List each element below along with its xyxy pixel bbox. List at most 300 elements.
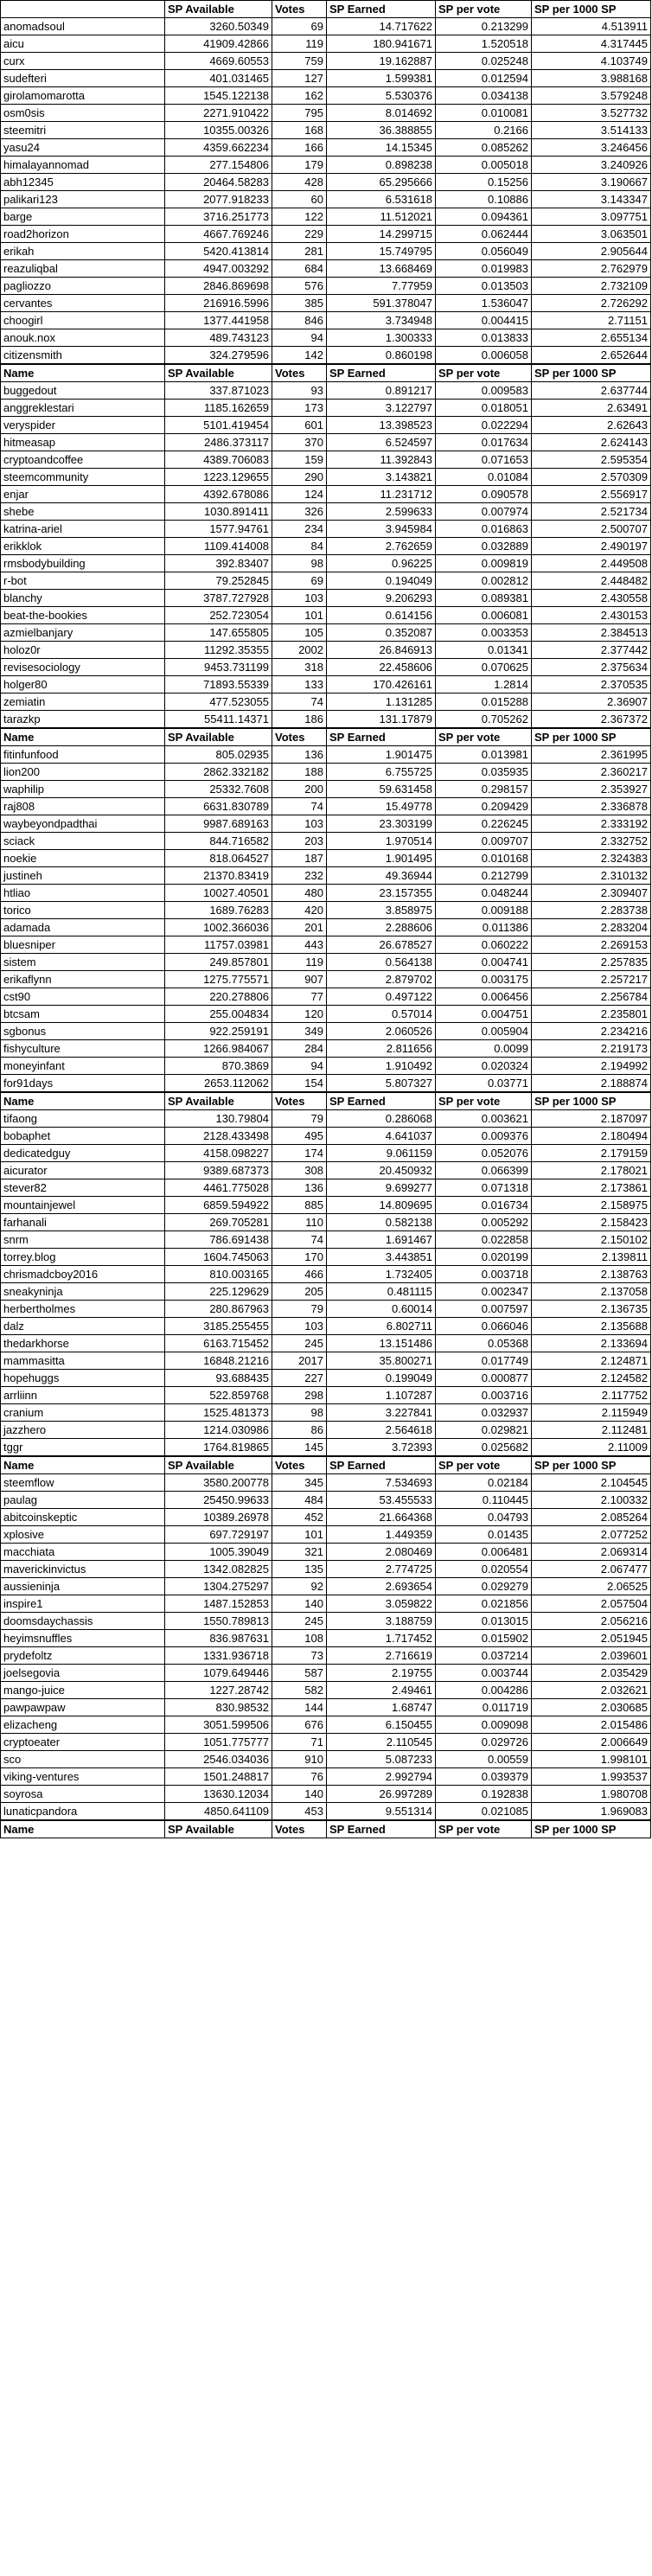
- table-row: [1, 624, 651, 642]
- sp-per-vote-cell: 0.025248: [436, 53, 532, 70]
- sp-earned-cell: 2.716619: [327, 1647, 436, 1665]
- sp-per-1000-cell: 3.988168: [532, 70, 651, 87]
- name-cell: fishyculture: [1, 1040, 165, 1058]
- sp-per-1000-cell: 2.370535: [532, 676, 651, 694]
- table-row: [1, 382, 651, 400]
- sp-earned-cell: 1.691467: [327, 1231, 436, 1249]
- name-cell: joelsegovia: [1, 1665, 165, 1682]
- sp-per-vote-cell: 0.039379: [436, 1768, 532, 1786]
- sp-earned-cell: 13.668469: [327, 260, 436, 278]
- sp-available-cell: 1550.789813: [165, 1613, 272, 1630]
- votes-cell: 290: [272, 469, 327, 486]
- votes-cell: 576: [272, 278, 327, 295]
- sp-per-1000-cell: 2.624143: [532, 434, 651, 451]
- sp-per-1000-cell: 2.500707: [532, 521, 651, 538]
- header-row: [1, 728, 651, 746]
- header-sp-earned: SP Earned: [327, 1820, 436, 1838]
- sp-per-1000-cell: 2.173861: [532, 1179, 651, 1197]
- sp-per-vote-cell: 0.003621: [436, 1110, 532, 1128]
- header-name: [1, 1, 165, 18]
- sp-available-cell: 280.867963: [165, 1301, 272, 1318]
- name-cell: torico: [1, 902, 165, 919]
- table-row: [1, 867, 651, 885]
- sp-earned-cell: 1.68747: [327, 1699, 436, 1716]
- sp-available-cell: 79.252845: [165, 572, 272, 590]
- sp-earned-cell: 0.898238: [327, 157, 436, 174]
- votes-cell: 103: [272, 815, 327, 833]
- sp-per-vote-cell: 0.071653: [436, 451, 532, 469]
- sp-available-cell: 805.02935: [165, 746, 272, 764]
- sp-per-1000-cell: 2.361995: [532, 746, 651, 764]
- sp-available-cell: 4461.775028: [165, 1179, 272, 1197]
- sp-per-1000-cell: 2.732109: [532, 278, 651, 295]
- sp-earned-cell: 14.15345: [327, 139, 436, 157]
- votes-cell: 495: [272, 1128, 327, 1145]
- sp-available-cell: 255.004834: [165, 1006, 272, 1023]
- votes-cell: 846: [272, 312, 327, 329]
- name-cell: sgbonus: [1, 1023, 165, 1040]
- name-cell: road2horizon: [1, 226, 165, 243]
- name-cell: mountainjewel: [1, 1197, 165, 1214]
- sp-per-1000-cell: 2.06525: [532, 1578, 651, 1595]
- sp-per-1000-cell: 2.310132: [532, 867, 651, 885]
- votes-cell: 166: [272, 139, 327, 157]
- sp-per-1000-cell: 2.139811: [532, 1249, 651, 1266]
- sp-per-1000-cell: 2.324383: [532, 850, 651, 867]
- header-sp-per-1000: SP per 1000 SP: [532, 364, 651, 382]
- sp-per-vote-cell: 0.009819: [436, 555, 532, 572]
- votes-cell: 232: [272, 867, 327, 885]
- sp-per-1000-cell: 2.035429: [532, 1665, 651, 1682]
- table-row: [1, 1318, 651, 1335]
- header-sp-per-1000: SP per 1000 SP: [532, 1092, 651, 1110]
- sp-per-1000-cell: 2.490197: [532, 538, 651, 555]
- table-row: [1, 590, 651, 607]
- header-row: [1, 1820, 651, 1838]
- name-cell: chrismadcboy2016: [1, 1266, 165, 1283]
- votes-cell: 601: [272, 417, 327, 434]
- sp-per-1000-cell: 2.180494: [532, 1128, 651, 1145]
- sp-per-1000-cell: 2.257835: [532, 954, 651, 971]
- sp-available-cell: 1342.082825: [165, 1561, 272, 1578]
- name-cell: anomadsoul: [1, 18, 165, 35]
- sp-per-vote-cell: 0.029821: [436, 1422, 532, 1439]
- header-sp-per-1000: SP per 1000 SP: [532, 1820, 651, 1838]
- sp-per-vote-cell: 0.213299: [436, 18, 532, 35]
- votes-cell: 105: [272, 624, 327, 642]
- sp-per-vote-cell: 0.005292: [436, 1214, 532, 1231]
- sp-per-vote-cell: 0.021856: [436, 1595, 532, 1613]
- sp-per-vote-cell: 0.0099: [436, 1040, 532, 1058]
- name-cell: for91days: [1, 1075, 165, 1093]
- name-cell: prydefoltz: [1, 1647, 165, 1665]
- sp-available-cell: 130.79804: [165, 1110, 272, 1128]
- name-cell: curx: [1, 53, 165, 70]
- name-cell: tarazkp: [1, 711, 165, 729]
- sp-per-1000-cell: 2.124582: [532, 1370, 651, 1387]
- name-cell: erikaflynn: [1, 971, 165, 988]
- table-row: [1, 347, 651, 365]
- sp-per-1000-cell: 2.430558: [532, 590, 651, 607]
- sp-per-vote-cell: 0.01435: [436, 1526, 532, 1544]
- votes-cell: 428: [272, 174, 327, 191]
- sp-per-1000-cell: 2.137058: [532, 1283, 651, 1301]
- sp-per-vote-cell: 0.009098: [436, 1716, 532, 1734]
- sp-per-1000-cell: 2.375634: [532, 659, 651, 676]
- sp-per-1000-cell: 2.117752: [532, 1387, 651, 1404]
- sp-available-cell: 10389.26978: [165, 1509, 272, 1526]
- votes-cell: 119: [272, 954, 327, 971]
- sp-per-1000-cell: 3.190667: [532, 174, 651, 191]
- sp-per-1000-cell: 2.158423: [532, 1214, 651, 1231]
- votes-cell: 136: [272, 746, 327, 764]
- name-cell: noekie: [1, 850, 165, 867]
- sp-per-vote-cell: 0.007974: [436, 503, 532, 521]
- votes-cell: 79: [272, 1110, 327, 1128]
- sp-per-vote-cell: 0.022858: [436, 1231, 532, 1249]
- sp-per-1000-cell: 2.069314: [532, 1544, 651, 1561]
- sp-per-1000-cell: 2.336878: [532, 798, 651, 815]
- votes-cell: 119: [272, 35, 327, 53]
- sp-earned-cell: 1.910492: [327, 1058, 436, 1075]
- sp-per-vote-cell: 0.020324: [436, 1058, 532, 1075]
- table-row: [1, 1110, 651, 1128]
- sp-available-cell: 9453.731199: [165, 659, 272, 676]
- sp-available-cell: 4359.662234: [165, 139, 272, 157]
- table-row: [1, 1734, 651, 1751]
- sp-available-cell: 2128.433498: [165, 1128, 272, 1145]
- name-cell: himalayannomad: [1, 157, 165, 174]
- table-body: [1, 1, 651, 1838]
- header-sp-per-1000: SP per 1000 SP: [532, 1456, 651, 1474]
- sp-per-vote-cell: 0.2166: [436, 122, 532, 139]
- sp-per-1000-cell: 2.62643: [532, 417, 651, 434]
- sp-available-cell: 3260.50349: [165, 18, 272, 35]
- votes-cell: 94: [272, 329, 327, 347]
- sp-per-vote-cell: 0.004415: [436, 312, 532, 329]
- sp-per-vote-cell: 0.021085: [436, 1803, 532, 1821]
- sp-per-vote-cell: 0.004741: [436, 954, 532, 971]
- sp-per-vote-cell: 0.004751: [436, 1006, 532, 1023]
- sp-earned-cell: 591.378047: [327, 295, 436, 312]
- name-cell: choogirl: [1, 312, 165, 329]
- sp-per-vote-cell: 0.032937: [436, 1404, 532, 1422]
- sp-per-1000-cell: 2.115949: [532, 1404, 651, 1422]
- sp-earned-cell: 170.426161: [327, 676, 436, 694]
- sp-available-cell: 2862.332182: [165, 764, 272, 781]
- sp-available-cell: 6631.830789: [165, 798, 272, 815]
- sp-available-cell: 401.031465: [165, 70, 272, 87]
- sp-per-1000-cell: 2.269153: [532, 936, 651, 954]
- name-cell: enjar: [1, 486, 165, 503]
- sp-available-cell: 818.064527: [165, 850, 272, 867]
- name-cell: elizacheng: [1, 1716, 165, 1734]
- table-row: [1, 1145, 651, 1162]
- sp-per-1000-cell: 2.138763: [532, 1266, 651, 1283]
- sp-earned-cell: 14.299715: [327, 226, 436, 243]
- sp-earned-cell: 4.641037: [327, 1128, 436, 1145]
- table-row: [1, 902, 651, 919]
- sp-per-vote-cell: 0.013981: [436, 746, 532, 764]
- sp-per-vote-cell: 0.002347: [436, 1283, 532, 1301]
- table-row: [1, 919, 651, 936]
- votes-cell: 349: [272, 1023, 327, 1040]
- sp-earned-cell: 0.564138: [327, 954, 436, 971]
- name-cell: viking-ventures: [1, 1768, 165, 1786]
- sp-per-1000-cell: 2.11009: [532, 1439, 651, 1457]
- name-cell: aicu: [1, 35, 165, 53]
- table-row: [1, 850, 651, 867]
- sp-earned-cell: 0.860198: [327, 347, 436, 365]
- name-cell: sco: [1, 1751, 165, 1768]
- sp-earned-cell: 1.901475: [327, 746, 436, 764]
- votes-cell: 127: [272, 70, 327, 87]
- sp-earned-cell: 6.755725: [327, 764, 436, 781]
- sp-per-vote-cell: 0.01084: [436, 469, 532, 486]
- sp-per-1000-cell: 2.100332: [532, 1492, 651, 1509]
- votes-cell: 370: [272, 434, 327, 451]
- sp-available-cell: 844.716582: [165, 833, 272, 850]
- name-cell: mango-juice: [1, 1682, 165, 1699]
- sp-available-cell: 13630.12034: [165, 1786, 272, 1803]
- sp-per-1000-cell: 2.015486: [532, 1716, 651, 1734]
- header-sp-available: SP Available: [165, 728, 272, 746]
- sp-available-cell: 1005.39049: [165, 1544, 272, 1561]
- sp-available-cell: 870.3869: [165, 1058, 272, 1075]
- sp-per-1000-cell: 2.158975: [532, 1197, 651, 1214]
- sp-earned-cell: 15.49778: [327, 798, 436, 815]
- sp-per-vote-cell: 0.010081: [436, 105, 532, 122]
- sp-per-vote-cell: 0.070625: [436, 659, 532, 676]
- votes-cell: 200: [272, 781, 327, 798]
- header-sp-per-vote: SP per vote: [436, 1092, 532, 1110]
- sp-earned-cell: 1.717452: [327, 1630, 436, 1647]
- sp-per-1000-cell: 3.143347: [532, 191, 651, 208]
- name-cell: hopehuggs: [1, 1370, 165, 1387]
- table-row: [1, 1370, 651, 1387]
- sp-per-vote-cell: 0.192838: [436, 1786, 532, 1803]
- sp-per-1000-cell: 2.135688: [532, 1318, 651, 1335]
- table-row: [1, 312, 651, 329]
- sp-per-1000-cell: 2.333192: [532, 815, 651, 833]
- votes-cell: 188: [272, 764, 327, 781]
- sp-per-1000-cell: 1.998101: [532, 1751, 651, 1768]
- name-cell: heyimsnuffles: [1, 1630, 165, 1647]
- sp-earned-cell: 8.014692: [327, 105, 436, 122]
- sp-per-1000-cell: 2.448482: [532, 572, 651, 590]
- sp-per-vote-cell: 0.012594: [436, 70, 532, 87]
- sp-per-vote-cell: 0.007597: [436, 1301, 532, 1318]
- table-row: [1, 555, 651, 572]
- header-sp-earned: SP Earned: [327, 364, 436, 382]
- table-row: [1, 1751, 651, 1768]
- votes-cell: 174: [272, 1145, 327, 1162]
- header-votes: Votes: [272, 1820, 327, 1838]
- votes-cell: 140: [272, 1595, 327, 1613]
- sp-per-vote-cell: 0.035935: [436, 764, 532, 781]
- votes-cell: 227: [272, 1370, 327, 1387]
- sp-per-vote-cell: 0.04793: [436, 1509, 532, 1526]
- sp-earned-cell: 2.288606: [327, 919, 436, 936]
- name-cell: btcsam: [1, 1006, 165, 1023]
- sp-earned-cell: 59.631458: [327, 781, 436, 798]
- name-cell: stever82: [1, 1179, 165, 1197]
- name-cell: veryspider: [1, 417, 165, 434]
- sp-per-vote-cell: 0.013015: [436, 1613, 532, 1630]
- votes-cell: 385: [272, 295, 327, 312]
- table-row: [1, 1231, 651, 1249]
- sp-per-vote-cell: 0.006481: [436, 1544, 532, 1561]
- name-cell: steemflow: [1, 1474, 165, 1492]
- votes-cell: 77: [272, 988, 327, 1006]
- sp-available-cell: 1109.414008: [165, 538, 272, 555]
- votes-cell: 480: [272, 885, 327, 902]
- sp-available-cell: 2271.910422: [165, 105, 272, 122]
- sp-per-1000-cell: 2.71151: [532, 312, 651, 329]
- table-row: [1, 417, 651, 434]
- name-cell: rmsbodybuilding: [1, 555, 165, 572]
- sp-earned-cell: 0.57014: [327, 1006, 436, 1023]
- sp-earned-cell: 3.945984: [327, 521, 436, 538]
- name-cell: aussieninja: [1, 1578, 165, 1595]
- header-sp-available: SP Available: [165, 1092, 272, 1110]
- sp-available-cell: 1266.984067: [165, 1040, 272, 1058]
- votes-cell: 142: [272, 347, 327, 365]
- votes-cell: 229: [272, 226, 327, 243]
- votes-cell: 133: [272, 676, 327, 694]
- votes-cell: 92: [272, 1578, 327, 1595]
- sp-available-cell: 2653.112062: [165, 1075, 272, 1093]
- sp-available-cell: 1764.819865: [165, 1439, 272, 1457]
- sp-per-1000-cell: 2.124871: [532, 1352, 651, 1370]
- table-row: [1, 1682, 651, 1699]
- name-cell: hitmeasap: [1, 434, 165, 451]
- sp-per-vote-cell: 1.520518: [436, 35, 532, 53]
- sp-per-vote-cell: 0.226245: [436, 815, 532, 833]
- votes-cell: 79: [272, 1301, 327, 1318]
- sp-earned-cell: 6.802711: [327, 1318, 436, 1335]
- table-row: [1, 1214, 651, 1231]
- votes-cell: 93: [272, 382, 327, 400]
- name-cell: cranium: [1, 1404, 165, 1422]
- sp-available-cell: 4667.769246: [165, 226, 272, 243]
- sp-earned-cell: 19.162887: [327, 53, 436, 70]
- sp-available-cell: 1487.152853: [165, 1595, 272, 1613]
- table-row: [1, 607, 651, 624]
- sp-per-vote-cell: 0.110445: [436, 1492, 532, 1509]
- sp-earned-cell: 2.19755: [327, 1665, 436, 1682]
- sp-per-vote-cell: 0.298157: [436, 781, 532, 798]
- sp-per-vote-cell: 0.03771: [436, 1075, 532, 1093]
- sp-earned-cell: 0.614156: [327, 607, 436, 624]
- sp-earned-cell: 3.734948: [327, 312, 436, 329]
- sp-per-vote-cell: 0.071318: [436, 1179, 532, 1197]
- sp-available-cell: 1545.122138: [165, 87, 272, 105]
- sp-earned-cell: 35.800271: [327, 1352, 436, 1370]
- sp-earned-cell: 1.131285: [327, 694, 436, 711]
- sp-earned-cell: 2.080469: [327, 1544, 436, 1561]
- votes-cell: 186: [272, 711, 327, 729]
- sp-per-vote-cell: 0.006058: [436, 347, 532, 365]
- sp-available-cell: 220.278806: [165, 988, 272, 1006]
- sp-per-1000-cell: 2.179159: [532, 1145, 651, 1162]
- sp-earned-cell: 131.17879: [327, 711, 436, 729]
- header-sp-per-1000: SP per 1000 SP: [532, 728, 651, 746]
- table-row: [1, 1266, 651, 1283]
- sp-per-vote-cell: 0.01341: [436, 642, 532, 659]
- votes-cell: 124: [272, 486, 327, 503]
- votes-cell: 168: [272, 122, 327, 139]
- sp-per-1000-cell: 3.240926: [532, 157, 651, 174]
- sp-earned-cell: 13.151486: [327, 1335, 436, 1352]
- sp-per-vote-cell: 0.705262: [436, 711, 532, 729]
- header-sp-earned: SP Earned: [327, 728, 436, 746]
- sp-available-cell: 216916.5996: [165, 295, 272, 312]
- sp-per-1000-cell: 2.085264: [532, 1509, 651, 1526]
- sp-available-cell: 1079.649446: [165, 1665, 272, 1682]
- sp-earned-cell: 180.941671: [327, 35, 436, 53]
- sp-per-1000-cell: 2.136735: [532, 1301, 651, 1318]
- name-cell: inspire1: [1, 1595, 165, 1613]
- sp-available-cell: 392.83407: [165, 555, 272, 572]
- header-sp-available: SP Available: [165, 1, 272, 18]
- sp-available-cell: 2846.869698: [165, 278, 272, 295]
- sp-earned-cell: 1.901495: [327, 850, 436, 867]
- votes-cell: 162: [272, 87, 327, 105]
- sp-per-1000-cell: 4.513911: [532, 18, 651, 35]
- sp-available-cell: 1002.366036: [165, 919, 272, 936]
- sp-per-1000-cell: 2.067477: [532, 1561, 651, 1578]
- sp-available-cell: 3716.251773: [165, 208, 272, 226]
- sp-per-vote-cell: 0.005018: [436, 157, 532, 174]
- sp-earned-cell: 2.060526: [327, 1023, 436, 1040]
- votes-cell: 187: [272, 850, 327, 867]
- name-cell: anouk.nox: [1, 329, 165, 347]
- table-row: [1, 105, 651, 122]
- sp-available-cell: 5101.419454: [165, 417, 272, 434]
- sp-per-1000-cell: 2.905644: [532, 243, 651, 260]
- sp-earned-cell: 9.206293: [327, 590, 436, 607]
- table-row: [1, 1128, 651, 1145]
- sp-per-vote-cell: 0.089381: [436, 590, 532, 607]
- table-row: [1, 260, 651, 278]
- header-row: [1, 364, 651, 382]
- sp-earned-cell: 3.72393: [327, 1439, 436, 1457]
- sp-per-1000-cell: 3.246456: [532, 139, 651, 157]
- sp-available-cell: 1377.441958: [165, 312, 272, 329]
- sp-per-1000-cell: 1.969083: [532, 1803, 651, 1821]
- table-row: [1, 434, 651, 451]
- table-row: [1, 1803, 651, 1821]
- votes-cell: 98: [272, 555, 327, 572]
- sp-available-cell: 41909.42866: [165, 35, 272, 53]
- votes-cell: 203: [272, 833, 327, 850]
- sp-per-1000-cell: 4.103749: [532, 53, 651, 70]
- name-cell: moneyinfant: [1, 1058, 165, 1075]
- name-cell: herbertholmes: [1, 1301, 165, 1318]
- sp-earned-cell: 0.60014: [327, 1301, 436, 1318]
- sp-per-vote-cell: 0.009583: [436, 382, 532, 400]
- table-row: [1, 746, 651, 764]
- sp-per-vote-cell: 0.00559: [436, 1751, 532, 1768]
- header-row: [1, 1, 651, 18]
- name-cell: cryptoeater: [1, 1734, 165, 1751]
- votes-cell: 179: [272, 157, 327, 174]
- name-cell: girolamomarotta: [1, 87, 165, 105]
- sp-per-vote-cell: 0.029726: [436, 1734, 532, 1751]
- sp-per-1000-cell: 2.057504: [532, 1595, 651, 1613]
- table-row: [1, 503, 651, 521]
